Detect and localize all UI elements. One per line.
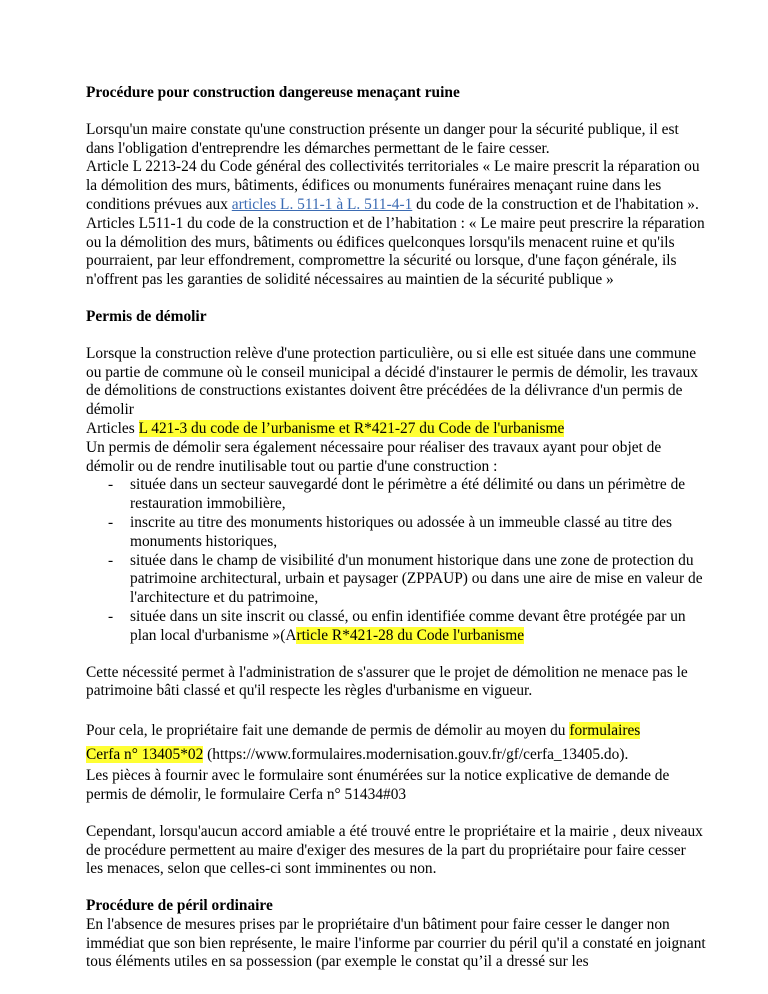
permis-articles — [86, 420, 706, 439]
list-item — [86, 514, 706, 552]
dash-bullet: - — [108, 607, 114, 625]
cerfa-url: (https://www.formulaires.modernisation.gouv.fr/gf/cerfa_13405.do). — [203, 746, 629, 764]
permis-articles-prefix: Articles — [86, 419, 139, 437]
articles-l511-link[interactable]: articles L. 511-1 à L. 511-4-1 — [231, 195, 413, 213]
permis-paragraph-1: Lorsque la construction relève d'une protection particulière, ou si elle est située dans une commune ou partie de commune où le conseil municipal a décidé d'instaurer le permis de démolir, les travaux de démolitions de constructions existantes doivent être précédées de la délivrance d'un permis de démolir — [86, 344, 699, 419]
dash-bullet: - — [108, 513, 114, 531]
highlighted-article-reference: L 421-3 du code de l’urbanisme et R*421-27 du Code de l'urbanisme — [138, 419, 565, 437]
dash-bullet: - — [108, 476, 114, 494]
permis-paragraph-2: Un permis de démolir sera également nécessaire pour réaliser des travaux ayant pour objet de démolir ou de rendre inutilisable tout ou partie d'une construction : — [86, 438, 662, 475]
cerfa-section — [86, 719, 706, 805]
list-item-text: située dans le champ de visibilité d'un monument historique dans une zone de protection du patrimoine architectural, urbain et paysager (ZPPAUP) ou dans une aire de mise en valeur de l'architecture et du patrimoine, — [130, 551, 703, 607]
permis-heading: Permis de démolir — [86, 307, 207, 325]
intro-paragraph: Lorsqu'un maire constate qu'une construction présente un danger pour la sécurité publique, il est dans l'obligation d'entreprendre les démarches permettant de le faire cesser. — [86, 120, 679, 157]
permis-paragraph-3: Cette nécessité permet à l'administration de s'assurer que le projet de démolition ne menace pas le patrimoine bâti classé et qu'il respecte les règles d'urbanisme en vigueur. — [86, 663, 688, 700]
article-l2213-24 — [86, 158, 706, 214]
list-item — [86, 476, 706, 514]
article-l2213-text-end: du code de la construction et de l'habitation ». — [412, 195, 699, 213]
list-item-text: inscrite au titre des monuments historiques ou adossée à un immeuble classé au titre des monuments historiques, — [130, 513, 672, 550]
article-l511-1: Articles L511-1 du code de la construction et de l’habitation : « Le maire peut prescrire la réparation ou la démolition des murs, bâtiments ou édifices quelconques lorsqu'ils menacent ruine et qu'ils pourraient, par leur effondrement, compromettre la sécurité ou lorsque, d'une façon générale, ils n'offrent pas les garanties de solidité nécessaires au maintien de la sécurité publique » — [86, 214, 705, 289]
dash-bullet: - — [108, 551, 114, 569]
peril-paragraph: En l'absence de mesures prises par le propriétaire d'un bâtiment pour faire cesser le danger non immédiat que son bien représente, le maire l'informe par courrier du péril qu'il a constaté en joignant tous éléments utiles en sa possession (par exemple le constat qu’il a dressé sur les — [86, 915, 706, 971]
peril-section — [86, 897, 706, 972]
permis-section — [86, 345, 706, 646]
highlighted-article-reference: rticle R*421-28 du Code l'urbanisme — [296, 626, 525, 644]
cerfa-pieces: Les pièces à fournir avec le formulaire sont énumérées sur la notice explicative de demande de permis de démolir, le formulaire Cerfa n° 51434#03 — [86, 767, 670, 803]
intro-section — [86, 121, 706, 290]
cerfa-request-text: Pour cela, le propriétaire fait une demande de permis de démolir au moyen du — [86, 722, 570, 740]
list-item-text: située dans un secteur sauvegardé dont le périmètre a été délimité ou dans un périmètre de restauration immobilière, — [130, 476, 686, 513]
peril-heading: Procédure de péril ordinaire — [86, 897, 273, 915]
list-item — [86, 552, 706, 608]
list-item — [86, 608, 706, 646]
highlighted-cerfa-number: Cerfa n° 13405*02 — [86, 746, 204, 764]
highlighted-formulaires: formulaires — [569, 722, 641, 740]
list-item-text: située dans un site inscrit ou classé, ou enfin identifiée comme devant être protégée par un plan local d'urbanisme »(A — [130, 607, 686, 644]
document-page — [86, 84, 706, 972]
permis-paragraph-6: Cependant, lorsqu'aucun accord amiable a été trouvé entre le propriétaire et la mairie , deux niveaux de procédure permettent au maire d'exiger des mesures de la part du propriétaire pour faire cesser les menaces, selon que celles-ci sont imminentes ou non. — [86, 822, 703, 878]
permis-conditions-list — [86, 476, 706, 645]
cerfa-request — [86, 719, 706, 767]
document-title: Procédure pour construction dangereuse menaçant ruine — [86, 84, 460, 101]
article-l2213-text: Article L 2213-24 du Code général des collectivités territoriales « Le maire prescrit la réparation ou la démolition des murs, bâtiments, édifices ou monuments funéraires menaçant ruine dans les conditions prévues aux — [86, 158, 700, 213]
